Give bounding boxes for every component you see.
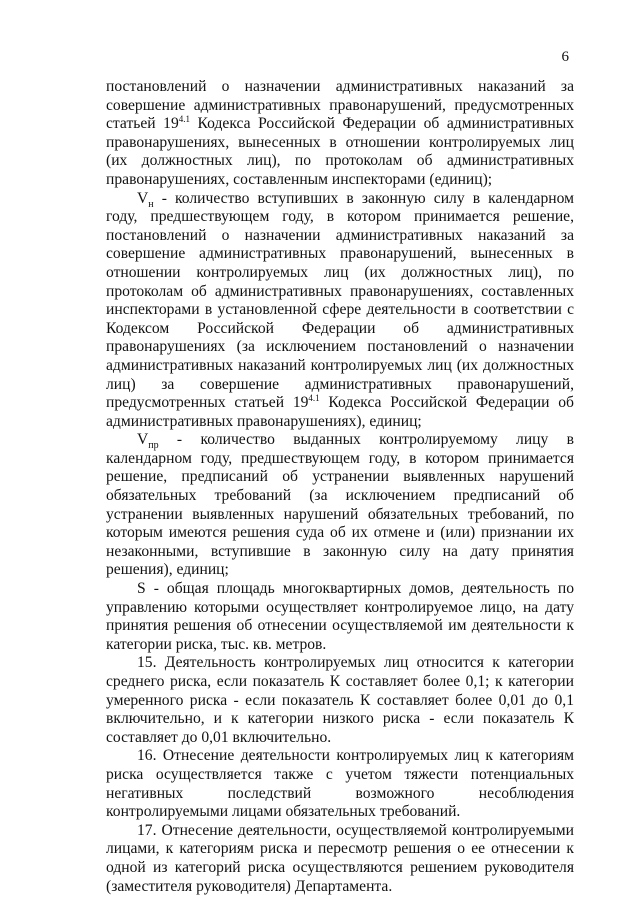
paragraph-text: 15. Деятельность контролируемых лиц относится к категории среднего риска, если показатель К составляет более 0,1; к категории умеренного риска - если показатель К составляет более 0,01 до 0,1 включительно, и к категории низкого риска - если показатель К составляет до 0,01 включительно.: [106, 654, 574, 746]
paragraph-text: S - общая площадь многоквартирных домов, деятельность по управлению которыми осуществляет контролируемое лицо, на дату принятия решения об отнесении осуществляемой им деятельности к категории риска, тыс. кв. метров.: [106, 580, 574, 653]
document-body: [106, 78, 574, 896]
superscript: 4.1: [308, 392, 320, 403]
page-number: 6: [561, 49, 569, 65]
formula-symbol: V: [137, 189, 149, 207]
paragraph-vpr-definition: [106, 431, 574, 580]
paragraph-text: Кодекса Российской Федерации об административных правонарушениях, вынесенных в отношении контролируемых лиц (их должностных лиц), по протоколам об административных правонарушениях, составленным инспекторами (единиц);: [106, 115, 574, 188]
paragraph-s-definition: [106, 580, 574, 654]
formula-symbol: V: [137, 431, 149, 449]
superscript: 4.1: [178, 114, 190, 124]
paragraph-continuation: [106, 78, 574, 190]
paragraph-item-17: [106, 822, 574, 896]
paragraph-text: Кодекса Российской Федерации об административных правонарушениях), единиц;: [106, 394, 574, 430]
formula-subscript: н: [148, 198, 154, 210]
paragraph-text: 17. Отнесение деятельности, осуществляемой контролируемыми лицами, к категориям риска и пересмотр решения о ее отнесении к одной из категорий риска осуществляются решением руководителя (заместителя руководителя) Департамента.: [106, 821, 574, 895]
paragraph-vn-definition: [106, 190, 574, 432]
paragraph-text: - количество вступивших в законную силу в календарном году, предшествующем году, в котором принимается решение, постановлений о назначении административных наказаний за совершение административных правонарушений, вынесенных в отношении контролируемых лиц (их должностных лиц), по протоколам об административных правонарушениях, составленных инспекторами в установленной сфере деятельности в соответствии с Кодексом Российской Федерации об административных правонарушениях (за исключением постановлений о назначении административных наказаний контролируемых лиц (их должностных лиц) за совершение административных правонарушений, предусмотренных статьей 19: [106, 189, 574, 412]
formula-subscript: пр: [148, 440, 159, 452]
paragraph-text: - количество выданных контролируемому лицу в календарном году, предшествующем году, в котором принимается решение, предписаний об устранении выявленных нарушений обязательных требований (за исключением предписаний об устранении выявленных нарушений обязательных требований, по которым имеются решения суда об их отмене и (или) признании их незаконными, вступившие в законную силу на дату принятия решения), единиц;: [106, 431, 574, 579]
paragraph-text: 16. Отнесение деятельности контролируемых лиц к категориям риска осуществляется также с учетом тяжести потенциальных негативных последствий возможного несоблюдения контролируемыми лицами обязательных требований.: [106, 747, 574, 821]
paragraph-text: постановлений о назначении административных наказаний за совершение административных правонарушений, предусмотренных статьей 19: [106, 78, 574, 133]
paragraph-item-16: [106, 747, 574, 821]
paragraph-item-15: [106, 654, 574, 747]
